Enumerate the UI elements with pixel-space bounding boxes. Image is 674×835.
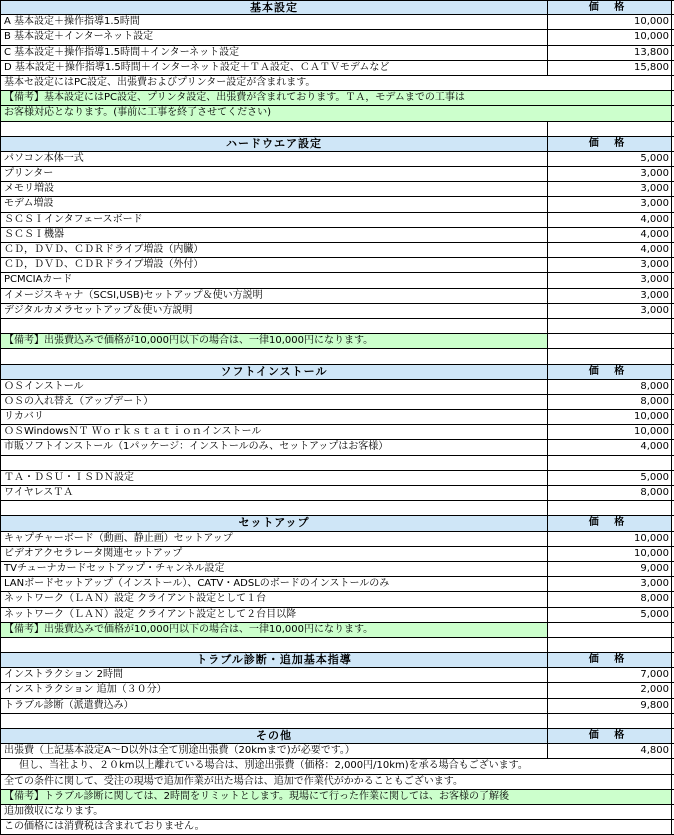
- section-header-hardware: [0, 137, 674, 152]
- section-title: ソフトインストール: [0, 365, 548, 379]
- table-row: [0, 395, 674, 410]
- item-name: デジタルカメラセットアップ＆使い方説明: [0, 304, 548, 318]
- item-price: 10,000: [548, 15, 672, 29]
- item-price: 3,000: [548, 577, 672, 591]
- item-price: 3,000: [548, 273, 672, 287]
- item-price: 7,000: [548, 668, 672, 682]
- item-price: 8,000: [548, 380, 672, 394]
- empty-row: [0, 456, 674, 471]
- item-name: ネットワーク（ＬＡＮ）設定 クライアント設定として１台: [0, 592, 548, 606]
- remark-text: 【備考】トラブル診断に関しては、2時間をリミットとします。現場にて行った作業に関しては、お客様の了解後: [0, 790, 672, 804]
- table-row: [0, 273, 674, 288]
- remark-text: 【備考】出張費込みで価格が10,000円以下の場合は、一律10,000円になります。: [0, 623, 548, 637]
- item-name: LANボードセットアップ（インストール）、CATV・ADSLのボードのインストールのみ: [0, 577, 548, 591]
- item-name: ＳＣＳＩインタフェースボード: [0, 213, 548, 227]
- item-name: インストラクション 2時間: [0, 668, 548, 682]
- price-header: 価 格: [548, 729, 672, 743]
- table-row: [0, 668, 674, 683]
- table-row: [0, 486, 674, 501]
- table-row: [0, 46, 674, 61]
- item-name: ＯＳインストール: [0, 380, 548, 394]
- item-price: 3,000: [548, 258, 672, 272]
- note-row: [0, 759, 674, 774]
- price-header: 価 格: [548, 516, 672, 530]
- item-name: ＯＳWindowsＮＴ Ｗｏｒｋｓｔａｔｉｏｎインストール: [0, 425, 548, 439]
- item-price: 4,000: [548, 228, 672, 242]
- item-price: 4,000: [548, 440, 672, 454]
- item-name: パソコン本体一式: [0, 152, 548, 166]
- table-row: [0, 592, 674, 607]
- item-price: 10,000: [548, 425, 672, 439]
- table-row: [0, 258, 674, 273]
- item-name: ＣＤ，ＤＶＤ、ＣＤＲドライブ増設（外付）: [0, 258, 548, 272]
- empty-row: [0, 714, 674, 729]
- item-name: TVチューナカードセットアップ・チャンネル設定: [0, 562, 548, 576]
- note-row: [0, 775, 674, 790]
- item-price: 10,000: [548, 410, 672, 424]
- item-price: 2,000: [548, 683, 672, 697]
- section-title: セットアップ: [0, 516, 548, 530]
- section-header-setup: [0, 516, 674, 531]
- item-price: 3,000: [548, 182, 672, 196]
- note-row: [0, 805, 674, 820]
- item-price: 15,800: [548, 61, 672, 75]
- item-price: 3,000: [548, 304, 672, 318]
- item-name: トラブル診断（派遣費込み）: [0, 699, 548, 713]
- item-name: D 基本設定＋操作指導1.5時間＋インターネット設定＋ＴＡ設定、ＣＡＴＶモデムなど: [0, 61, 548, 75]
- item-price: 9,800: [548, 699, 672, 713]
- item-name: ビデオアクセラレータ関連セットアップ: [0, 547, 548, 561]
- item-name: B 基本設定＋インターネット設定: [0, 30, 548, 44]
- table-row: [0, 562, 674, 577]
- item-price: 8,000: [548, 486, 672, 500]
- section-header-trouble: [0, 653, 674, 668]
- table-row: [0, 699, 674, 714]
- item-name: C 基本設定＋操作指導1.5時間＋インターネット設定: [0, 46, 548, 60]
- item-name: ＣＤ，ＤＶＤ、ＣＤＲドライブ増設（内臓）: [0, 243, 548, 257]
- section-header-basic: [0, 0, 674, 15]
- table-row: [0, 30, 674, 45]
- item-price: 10,000: [548, 547, 672, 561]
- item-price: 8,000: [548, 592, 672, 606]
- table-row: [0, 608, 674, 623]
- item-price: 3,000: [548, 197, 672, 211]
- item-name: モデム増設: [0, 197, 548, 211]
- note-row: [0, 820, 674, 835]
- table-row: [0, 228, 674, 243]
- item-name: キャプチャーボード（動画、静止画）セットアップ: [0, 532, 548, 546]
- remark-row: [0, 623, 674, 638]
- empty-row: [0, 349, 674, 364]
- table-row: [0, 197, 674, 212]
- price-header: 価 格: [548, 653, 672, 667]
- item-price: 5,000: [548, 152, 672, 166]
- note-row: [0, 76, 674, 91]
- empty-row: [0, 501, 674, 516]
- remark-text: 【備考】基本設定にはPC設定、プリンタ設定、出張費が含まれております。ＴＡ，モデムまでの工事は: [0, 91, 672, 105]
- note-text: この価格には消費税は含まれておりません。: [0, 820, 672, 834]
- item-price: 8,000: [548, 395, 672, 409]
- item-name: ＴＡ・ＤＳＵ・ＩＳＤＮ設定: [0, 471, 548, 485]
- item-price: 4,000: [548, 213, 672, 227]
- remark-row: [0, 106, 674, 121]
- item-name: メモリ増設: [0, 182, 548, 196]
- table-row: [0, 547, 674, 562]
- empty-row: [0, 319, 674, 334]
- section-header-software: [0, 365, 674, 380]
- remark-row: [0, 91, 674, 106]
- item-price: 3,000: [548, 167, 672, 181]
- item-price: 4,000: [548, 243, 672, 257]
- item-name: ワイヤレスＴＡ: [0, 486, 548, 500]
- price-header: 価 格: [548, 1, 672, 14]
- empty-row: [0, 122, 674, 137]
- table-row: [0, 213, 674, 228]
- table-row: [0, 532, 674, 547]
- remark-text: お客様対応となります。(事前に工事を終了させてください): [0, 106, 672, 120]
- item-name: ＯＳの入れ替え（アップデート）: [0, 395, 548, 409]
- item-name: リカバリ: [0, 410, 548, 424]
- table-row: [0, 425, 674, 440]
- price-header: 価 格: [548, 365, 672, 379]
- remark-text: 【備考】出張費込みで価格が10,000円以下の場合は、一律10,000円になります。: [0, 334, 548, 348]
- section-title: ハードウエア設定: [0, 137, 548, 151]
- item-price: 4,800: [548, 744, 672, 758]
- table-row: [0, 577, 674, 592]
- item-name: 市販ソフトインストール（1パッケージ：インストールのみ、セットアップはお客様）: [0, 440, 548, 454]
- remark-row: [0, 790, 674, 805]
- item-name: ＳＣＳＩ機器: [0, 228, 548, 242]
- item-name: 出張費（上記基本設定A～D以外は全て別途出張費（20kmまで)が必要です。）: [0, 744, 548, 758]
- item-name: プリンター: [0, 167, 548, 181]
- item-name: インストラクション 追加（３０分）: [0, 683, 548, 697]
- item-price: 10,000: [548, 30, 672, 44]
- item-name: イメージスキャナ（SCSI,USB)セットアップ＆使い方説明: [0, 289, 548, 303]
- note-text: 追加徴収になります。: [0, 805, 672, 819]
- table-row: [0, 440, 674, 455]
- item-price: 9,000: [548, 562, 672, 576]
- table-row: [0, 410, 674, 425]
- section-header-other: [0, 729, 674, 744]
- table-row: [0, 15, 674, 30]
- note-text: 但し、当社より、２０km以上離れている場合は、別途出張費（価格：2,000円/10km)を承る場合もございます。: [0, 759, 672, 773]
- empty-row: [0, 638, 674, 653]
- table-row: [0, 182, 674, 197]
- section-title: トラブル診断・追加基本指導: [0, 653, 548, 667]
- item-price: 5,000: [548, 471, 672, 485]
- section-title: その他: [0, 729, 548, 743]
- table-row: [0, 167, 674, 182]
- table-row: [0, 744, 674, 759]
- table-row: [0, 380, 674, 395]
- table-row: [0, 289, 674, 304]
- section-title: 基本設定: [0, 1, 548, 14]
- price-header: 価 格: [548, 137, 672, 151]
- item-price: 10,000: [548, 532, 672, 546]
- item-name: ネットワーク（ＬＡＮ）設定 クライアント設定として２台目以降: [0, 608, 548, 622]
- remark-row: [0, 334, 674, 349]
- item-price: 3,000: [548, 289, 672, 303]
- table-row: [0, 471, 674, 486]
- table-row: [0, 243, 674, 258]
- item-price: 5,000: [548, 608, 672, 622]
- item-name: A 基本設定＋操作指導1.5時間: [0, 15, 548, 29]
- item-name: PCMCIAカード: [0, 273, 548, 287]
- item-price: 13,800: [548, 46, 672, 60]
- table-row: [0, 61, 674, 76]
- table-row: [0, 683, 674, 698]
- note-text: 全ての条件に関して、受注の現場で追加作業が出た場合は、追加で作業代がかかることもございます。: [0, 775, 672, 789]
- note-text: 基本セ設定にはPC設定、出張費およびプリンター設定が含まれます。: [0, 76, 672, 90]
- table-row: [0, 152, 674, 167]
- table-row: [0, 304, 674, 319]
